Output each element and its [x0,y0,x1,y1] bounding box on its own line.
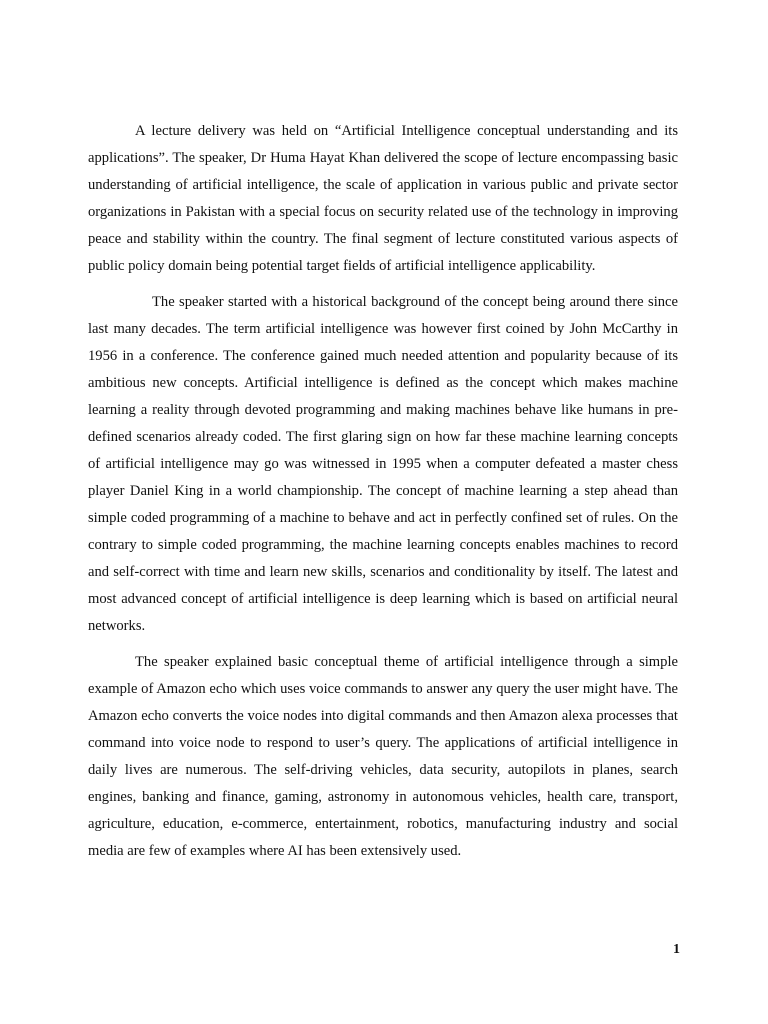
document-body [88,118,678,865]
paragraph-2: The speaker started with a historical background of the concept being around there since last many decades. The term artificial intelligence was however first coined by John McCarthy in 1956 in a conference. The conference gained much needed attention and popularity because of its ambitious new concepts. Artificial intelligence is defined as the concept which makes machine learning a reality through devoted programming and making machines behave like humans in pre-defined scenarios already coded. The first glaring sign on how far these machine learning concepts of artificial intelligence may go was witnessed in 1995 when a computer defeated a master chess player Daniel King in a world championship. The concept of machine learning a step ahead than simple coded programming of a machine to behave and act in perfectly confined set of rules. On the contrary to simple coded programming, the machine learning concepts enables machines to record and self-correct with time and learn new skills, scenarios and conditionality by itself. The latest and most advanced concept of artificial intelligence is deep learning which is based on artificial neural networks. [88,294,678,634]
paragraph-3: The speaker explained basic conceptual theme of artificial intelligence through a simple example of Amazon echo which uses voice commands to answer any query the user might have. The Amazon echo converts the voice nodes into digital commands and then Amazon alexa processes that command into voice node to respond to user’s query. The applications of artificial intelligence in daily lives are numerous. The self-driving vehicles, data security, autopilots in planes, search engines, banking and finance, gaming, astronomy in autonomous vehicles, health care, transport, agriculture, education, e-commerce, entertainment, robotics, manufacturing industry and social media are few of examples where AI has been extensively used. [88,654,678,859]
page-number: 1 [673,942,680,957]
paragraph-1: A lecture delivery was held on “Artificial Intelligence conceptual understanding and its applications”. The speaker, Dr Huma Hayat Khan delivered the scope of lecture encompassing basic understanding of artificial intelligence, the scale of application in various public and private sector organizations in Pakistan with a special focus on security related use of the technology in improving peace and stability within the country. The final segment of lecture constituted various aspects of public policy domain being potential target fields of artificial intelligence applicability. [88,123,678,274]
